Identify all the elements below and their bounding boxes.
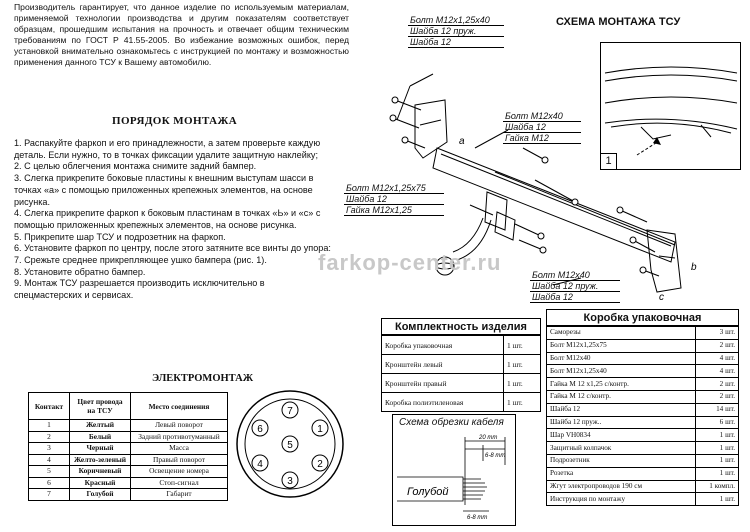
cable-diagram <box>392 414 516 526</box>
table-row <box>382 393 541 412</box>
wiring-header-row <box>29 393 228 420</box>
fastener-label: Шайба 12 <box>408 37 504 48</box>
fastener-label: Шайба 12 <box>344 194 444 205</box>
box-contents-table <box>546 326 739 506</box>
cell: 1 <box>29 420 70 432</box>
cell: Шайба 12 <box>547 403 696 416</box>
table-row <box>547 442 739 455</box>
dim-label: 6-8 mm <box>467 515 488 521</box>
cell: 14 шт. <box>696 403 739 416</box>
cable-drawing <box>393 415 515 525</box>
cell: Инструкция по монтажу <box>547 493 696 506</box>
dim-label: 20 mm <box>479 435 498 441</box>
cell: Болт М12х1,25х40 <box>547 365 696 378</box>
warranty-text: Производитель гарантирует, что данное изделие по используемым материалам, применяемой технологии производства и другим показателям соответствует образцам, прошедшим испытания на прочность и отвечает общим техническим требованиям по ГОСТ Р 41.55-2005. Во избежание возможных ошибок, перед установкой внимательно ознакомьтесь с инструкцией по монтажу и возможностью применения данного ТСУ к Вашему автомобилю. <box>14 2 349 67</box>
pin-1 <box>312 420 328 436</box>
cell: Кронштейн левый <box>382 355 504 374</box>
cell: 3 шт. <box>696 327 739 340</box>
electrical-title: ЭЛЕКТРОМОНТАЖ <box>152 373 254 384</box>
cell: Белый <box>70 431 131 443</box>
cell: Красный <box>70 477 131 489</box>
cell: Коробка упаковочная <box>382 336 504 355</box>
cell: 3 <box>29 443 70 455</box>
table-row <box>29 431 228 443</box>
cell: 2 шт. <box>696 378 739 391</box>
pin-3 <box>282 472 298 488</box>
scheme-title: СХЕМА МОНТАЖА ТСУ <box>556 16 681 28</box>
pin-label: 6 <box>257 424 263 435</box>
table-row <box>382 336 541 355</box>
socket-diagram <box>234 388 346 500</box>
table-row <box>29 443 228 455</box>
cell: 6 <box>29 477 70 489</box>
bumper-detail-drawing <box>601 43 740 169</box>
pin-label: 5 <box>287 440 293 451</box>
table-row <box>382 374 541 393</box>
cell: 4 шт. <box>696 365 739 378</box>
point-label-b: b <box>691 262 697 273</box>
table-row <box>29 420 228 432</box>
cell: Желтый <box>70 420 131 432</box>
cell: 1 компл. <box>696 480 739 493</box>
step-item: 8. Установите обратно бампер. <box>14 266 146 277</box>
wiring-table <box>28 392 228 501</box>
cell: Подрозетник <box>547 454 696 467</box>
pin-label: 2 <box>317 459 323 470</box>
table-row <box>547 416 739 429</box>
cell: Задний противотуманный <box>131 431 228 443</box>
table-row <box>547 493 739 506</box>
cell: Масса <box>131 443 228 455</box>
procedure-title: ПОРЯДОК МОНТАЖА <box>112 115 238 127</box>
cell: 4 <box>29 454 70 466</box>
figure-number: 1 <box>601 153 617 169</box>
pin-label: 1 <box>317 424 323 435</box>
fastener-label: Болт М12х40 <box>530 270 620 281</box>
wire-color-label: Голубой <box>407 486 449 498</box>
fastener-label: Гайка М12х1,25 <box>344 205 444 216</box>
table-row <box>547 429 739 442</box>
table-row <box>547 480 739 493</box>
table-row <box>547 339 739 352</box>
fastener-label: Шайба 12 <box>530 292 620 303</box>
fastener-label: Гайка М12 <box>503 133 581 144</box>
table-row <box>547 378 739 391</box>
cell: 1 шт. <box>696 429 739 442</box>
cell: Кронштейн правый <box>382 374 504 393</box>
table-row <box>382 355 541 374</box>
cell: Левый поворот <box>131 420 228 432</box>
cell: Правый поворот <box>131 454 228 466</box>
cell: 1 шт. <box>696 454 739 467</box>
cell: 1 шт. <box>696 467 739 480</box>
dim-label: 6-8 mm <box>485 453 506 459</box>
cell: 1 шт. <box>504 355 541 374</box>
cell: 1 шт. <box>504 374 541 393</box>
table-row <box>29 466 228 478</box>
cell: 4 шт. <box>696 352 739 365</box>
cell: Габарит <box>131 489 228 501</box>
pin-6 <box>252 420 268 436</box>
cable-title: Схема обрезки кабеля <box>399 417 504 428</box>
cell: Шайба 12 пруж.. <box>547 416 696 429</box>
cell: Саморезы <box>547 327 696 340</box>
fastener-label: Болт М12х1,25х75 <box>344 183 444 194</box>
cell: Гайка М 12 с/контр. <box>547 390 696 403</box>
procedure-steps <box>14 138 334 302</box>
fastener-label: Шайба 12 <box>503 122 581 133</box>
fastener-label: Шайба 12 пруж. <box>530 281 620 292</box>
table-row <box>29 477 228 489</box>
table-row <box>547 327 739 340</box>
step-item: 4. Слегка прикрепите фаркоп к боковым пластинам в точках «Ь» и «с» с помощью приложенных крепежных элементов, на основе рисунка. <box>14 208 321 230</box>
table-row <box>29 489 228 501</box>
cell: 1 шт. <box>504 336 541 355</box>
header-cell: Место соединения <box>131 393 228 420</box>
step-item: 9. Монтаж ТСУ разрешается производить исключительно в спецмастерских и сервисах. <box>14 278 265 301</box>
pin-label: 3 <box>287 476 293 487</box>
step-item: 2. С целью облегчения монтажа снимите задний бампер. <box>14 161 257 172</box>
watermark: farkop-center.ru <box>318 250 502 275</box>
pin-5 <box>282 436 298 452</box>
header-cell: Контакт <box>29 393 70 420</box>
box-title: Коробка упаковочная <box>546 309 739 326</box>
table-row <box>547 467 739 480</box>
pin-4 <box>252 455 268 471</box>
step-item: 5. Прикрепите шар ТСУ и подрозетник на фаркоп. <box>14 231 226 242</box>
cell: 1 шт. <box>696 493 739 506</box>
table-row <box>29 454 228 466</box>
kit-table <box>381 335 541 412</box>
pin-label: 7 <box>287 406 293 417</box>
cell: Черный <box>70 443 131 455</box>
step-item: 1. Распакуйте фаркоп и его принадлежности, а затем проверьте каждую деталь. Если нужно, то в точках фиксации удалите защитную наклейку; <box>14 138 321 160</box>
cell: 2 шт. <box>696 339 739 352</box>
table-row <box>547 390 739 403</box>
cell: 2 шт. <box>696 390 739 403</box>
fastener-label: Болт М12х40 <box>503 111 581 122</box>
kit-title: Комплектность изделия <box>381 318 541 335</box>
fastener-label: Болт М12х1,25х40 <box>408 15 504 26</box>
cell: 2 <box>29 431 70 443</box>
table-row <box>547 454 739 467</box>
cell: 5 <box>29 466 70 478</box>
cell: Жгут электропроводов 190 см <box>547 480 696 493</box>
table-row <box>547 365 739 378</box>
cell: Коричневый <box>70 466 131 478</box>
cell: Болт М12х40 <box>547 352 696 365</box>
cell: Шар VH0834 <box>547 429 696 442</box>
cell: Голубой <box>70 489 131 501</box>
step-item: 6. Установите фаркоп по центру, после этого затяните все винты до упора: <box>14 243 331 254</box>
cell: Розетка <box>547 467 696 480</box>
table-row <box>547 403 739 416</box>
cell: 1 шт. <box>504 393 541 412</box>
pin-label: 4 <box>257 459 263 470</box>
cell: Освещение номера <box>131 466 228 478</box>
point-label-a: a <box>459 136 465 147</box>
pin-7 <box>282 402 298 418</box>
bumper-figure <box>600 42 741 170</box>
cell: Коробка полиэтиленовая <box>382 393 504 412</box>
cell: Гайка М 12 х1,25 с/контр. <box>547 378 696 391</box>
pin-2 <box>312 455 328 471</box>
point-label-c: c <box>659 292 664 303</box>
step-item: 3. Слегка прикрепите боковые пластины к внешним выступам шасси в точках «а» с помощью приложенных крепежных элементов, на основе рисунка. <box>14 173 314 207</box>
table-row <box>547 352 739 365</box>
cell: Защитный колпачок <box>547 442 696 455</box>
step-item: 7. Срежьте среднее прикрепляющее ушко бампера (рис. 1). <box>14 255 267 266</box>
cell: Стоп-сигнал <box>131 477 228 489</box>
cell: 1 шт. <box>696 442 739 455</box>
cell: 7 <box>29 489 70 501</box>
cell: 6 шт. <box>696 416 739 429</box>
cell: Болт М12х1,25х75 <box>547 339 696 352</box>
fastener-label: Шайба 12 пруж. <box>408 26 504 37</box>
cell: Желто-зеленый <box>70 454 131 466</box>
header-cell: Цвет провода на ТСУ <box>70 393 131 420</box>
